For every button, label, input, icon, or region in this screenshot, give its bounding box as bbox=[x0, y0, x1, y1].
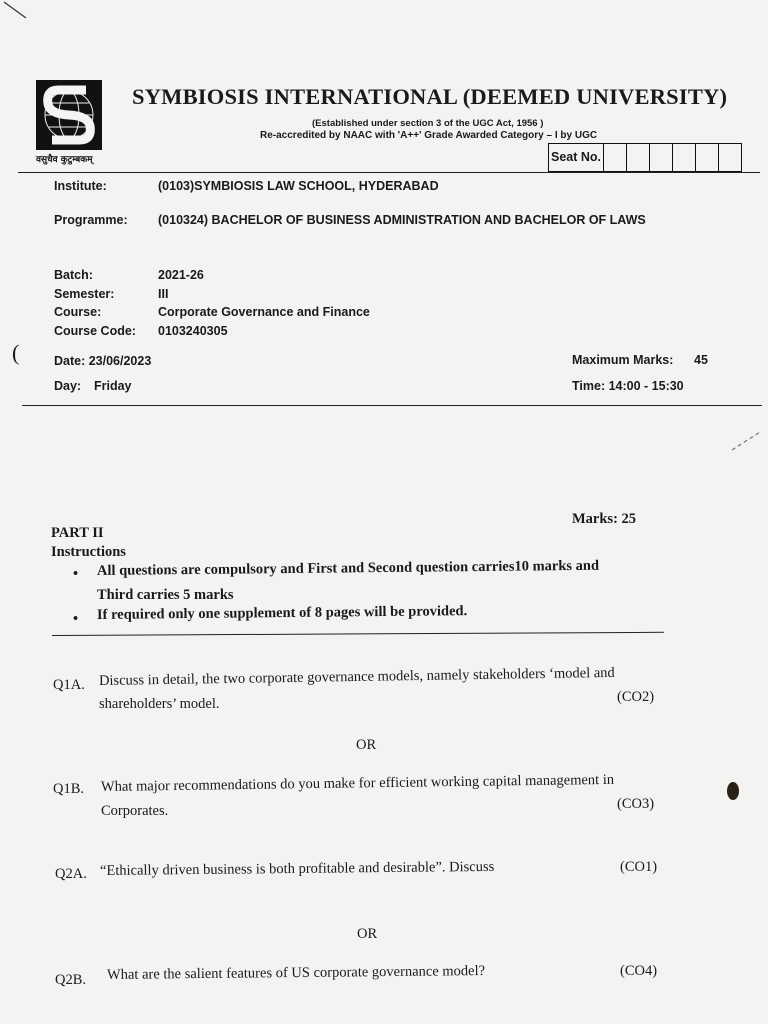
institute-label: Institute: bbox=[54, 179, 107, 193]
university-motto: वसुधैव कुटुम्बकम् bbox=[36, 155, 93, 165]
day-value: Friday bbox=[94, 379, 132, 393]
exam-date: Date: 23/06/2023 bbox=[54, 354, 152, 368]
seat-number-box[interactable] bbox=[548, 143, 742, 172]
instruction-1-line-1: All questions are compulsory and First and Second question carries10 marks and bbox=[96, 557, 600, 579]
ink-blot bbox=[727, 782, 739, 800]
course-outcome-tag: (CO4) bbox=[620, 963, 658, 979]
seat-number-label: Seat No. bbox=[549, 144, 604, 171]
question-text-line: Discuss in detail, the two corporate governance models, namely stakeholders ‘model and bbox=[98, 664, 615, 689]
question-number: Q1A. bbox=[53, 677, 85, 693]
seat-digit-box[interactable] bbox=[719, 144, 741, 171]
course-code-label: Course Code: bbox=[54, 324, 136, 338]
question-number: Q2A. bbox=[55, 866, 87, 882]
question-text-line: “Ethically driven business is both profitable and desirable”. Discuss bbox=[99, 858, 495, 879]
pen-stroke-mark bbox=[726, 428, 766, 458]
course-value: Corporate Governance and Finance bbox=[158, 305, 370, 319]
course-outcome-tag: (CO2) bbox=[617, 689, 655, 705]
instruction-bullet: • bbox=[73, 611, 79, 627]
part-title: PART II bbox=[51, 525, 104, 541]
semester-label: Semester: bbox=[54, 287, 115, 301]
seat-digit-box[interactable] bbox=[650, 144, 673, 171]
programme-label: Programme: bbox=[54, 213, 128, 227]
establishment-note: (Established under section 3 of the UGC Act, 1956 ) bbox=[312, 118, 544, 129]
question-text-line: What major recommendations do you make for efficient working capital management in bbox=[100, 771, 615, 795]
seat-digit-box[interactable] bbox=[627, 144, 650, 171]
part-marks: Marks: 25 bbox=[572, 511, 637, 527]
margin-mark: ( bbox=[12, 340, 20, 365]
exam-time: Time: 14:00 - 15:30 bbox=[572, 379, 684, 393]
instruction-1-line-2: Third carries 5 marks bbox=[97, 587, 234, 603]
seat-digit-box[interactable] bbox=[673, 144, 696, 171]
or-separator: OR bbox=[357, 926, 378, 942]
batch-value: 2021-26 bbox=[158, 268, 204, 282]
programme-value: (010324) BACHELOR OF BUSINESS ADMINISTRATION AND BACHELOR OF LAWS bbox=[158, 213, 646, 227]
semester-value: III bbox=[158, 287, 169, 301]
day-label: Day: bbox=[54, 379, 82, 393]
question-text-line: shareholders’ model. bbox=[99, 696, 220, 712]
details-divider bbox=[22, 405, 762, 406]
seat-digit-box[interactable] bbox=[604, 144, 627, 171]
university-name: SYMBIOSIS INTERNATIONAL (DEEMED UNIVERSITY) bbox=[132, 84, 728, 109]
max-marks-value: 45 bbox=[694, 353, 708, 367]
question-text-line: What are the salient features of US corporate governance model? bbox=[106, 963, 486, 983]
max-marks-label: Maximum Marks: bbox=[572, 353, 674, 367]
instruction-2: If required only one supplement of 8 pages will be provided. bbox=[96, 603, 468, 623]
course-outcome-tag: (CO1) bbox=[620, 859, 658, 875]
question-number: Q2B. bbox=[55, 972, 87, 988]
instructions-title: Instructions bbox=[51, 544, 126, 560]
institute-value: (0103)SYMBIOSIS LAW SCHOOL, HYDERABAD bbox=[158, 179, 439, 193]
university-logo bbox=[36, 80, 102, 150]
course-label: Course: bbox=[54, 305, 102, 319]
or-separator: OR bbox=[356, 737, 377, 753]
pen-stroke-mark bbox=[0, 0, 40, 30]
course-code-value: 0103240305 bbox=[158, 324, 228, 338]
seat-digit-box[interactable] bbox=[696, 144, 719, 171]
question-text-line: Corporates. bbox=[101, 803, 169, 819]
header-divider bbox=[18, 172, 760, 173]
question-number: Q1B. bbox=[53, 781, 85, 797]
instruction-bullet: • bbox=[73, 566, 79, 582]
course-outcome-tag: (CO3) bbox=[617, 796, 655, 812]
batch-label: Batch: bbox=[54, 268, 93, 282]
accreditation-note: Re-accredited by NAAC with 'A++' Grade Awarded Category – I by UGC bbox=[260, 130, 598, 141]
instructions-divider bbox=[52, 632, 664, 636]
